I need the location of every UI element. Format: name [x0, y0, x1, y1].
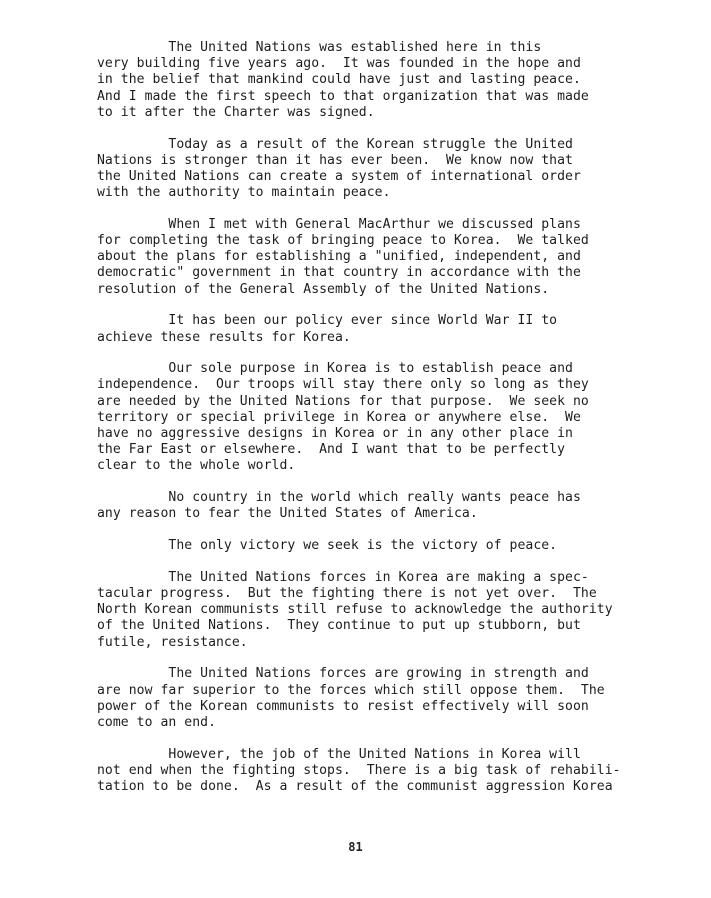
text-line: Today as a result of the Korean struggle the United — [97, 136, 573, 152]
text-line: North Korean communists still refuse to acknowledge the authority — [97, 602, 613, 618]
paragraph-3 — [97, 217, 637, 298]
text-line: the Far East or elsewhere. And I want that to be perfectly — [97, 442, 566, 458]
text-line: When I met with General MacArthur we discussed plans — [97, 216, 581, 232]
text-line: very building five years ago. It was founded in the hope and — [97, 56, 581, 72]
paragraph-9 — [97, 666, 637, 731]
text-line: It has been our policy ever since World War II to — [97, 313, 558, 329]
paragraph-2 — [97, 137, 637, 202]
text-line: not end when the fighting stops. There is a big task of rehabili- — [97, 762, 621, 778]
body-text — [97, 40, 637, 811]
text-line: No country in the world which really wants peace has — [97, 490, 581, 506]
text-line: are needed by the United Nations for that purpose. We seek no — [97, 393, 589, 409]
text-line: clear to the whole world. — [97, 458, 296, 474]
paragraph-4 — [97, 313, 637, 345]
text-line: have no aggressive designs in Korea or in any other place in — [97, 426, 573, 442]
text-line: The United Nations forces in Korea are making a spec- — [97, 569, 589, 585]
text-line: with the authority to maintain peace. — [97, 185, 391, 201]
paragraph-8 — [97, 570, 637, 651]
page-number: 81 — [348, 840, 363, 854]
text-line: The only victory we seek is the victory of peace. — [97, 538, 558, 554]
paragraph-7 — [97, 538, 637, 554]
paragraph-10 — [97, 747, 637, 796]
text-line: democratic" government in that country in accordance with the — [97, 265, 581, 281]
text-line: tation to be done. As a result of the communist aggression Korea — [97, 779, 613, 795]
paragraph-5 — [97, 361, 637, 474]
text-line: for completing the task of bringing peace to Korea. We talked — [97, 233, 589, 249]
text-line: any reason to fear the United States of America. — [97, 506, 478, 522]
text-line: The United Nations forces are growing in strength and — [97, 666, 589, 682]
paragraph-6 — [97, 490, 637, 522]
text-line: However, the job of the United Nations in Korea will — [97, 746, 581, 762]
text-line: are now far superior to the forces which still oppose them. The — [97, 682, 605, 698]
text-line: And I made the first speech to that organization that was made — [97, 88, 589, 104]
text-line: independence. Our troops will stay there only so long as they — [97, 377, 589, 393]
text-line: Our sole purpose in Korea is to establish peace and — [97, 361, 573, 377]
text-line: resolution of the General Assembly of the United Nations. — [97, 281, 550, 297]
text-line: in the belief that mankind could have just and lasting peace. — [97, 72, 581, 88]
text-line: come to an end. — [97, 714, 216, 730]
text-line: futile, resistance. — [97, 634, 248, 650]
text-line: achieve these results for Korea. — [97, 329, 351, 345]
text-line: territory or special privilege in Korea or anywhere else. We — [97, 409, 581, 425]
text-line: power of the Korean communists to resist effectively will soon — [97, 698, 589, 714]
text-line: tacular progress. But the fighting there is not yet over. The — [97, 585, 597, 601]
text-line: of the United Nations. They continue to put up stubborn, but — [97, 618, 581, 634]
text-line: Nations is stronger than it has ever been. We know now that — [97, 152, 573, 168]
paragraph-1 — [97, 40, 637, 121]
text-line: The United Nations was established here in this — [97, 40, 542, 55]
text-line: the United Nations can create a system of international order — [97, 168, 581, 184]
text-line: to it after the Charter was signed. — [97, 104, 375, 120]
text-line: about the plans for establishing a "unified, independent, and — [97, 249, 581, 265]
